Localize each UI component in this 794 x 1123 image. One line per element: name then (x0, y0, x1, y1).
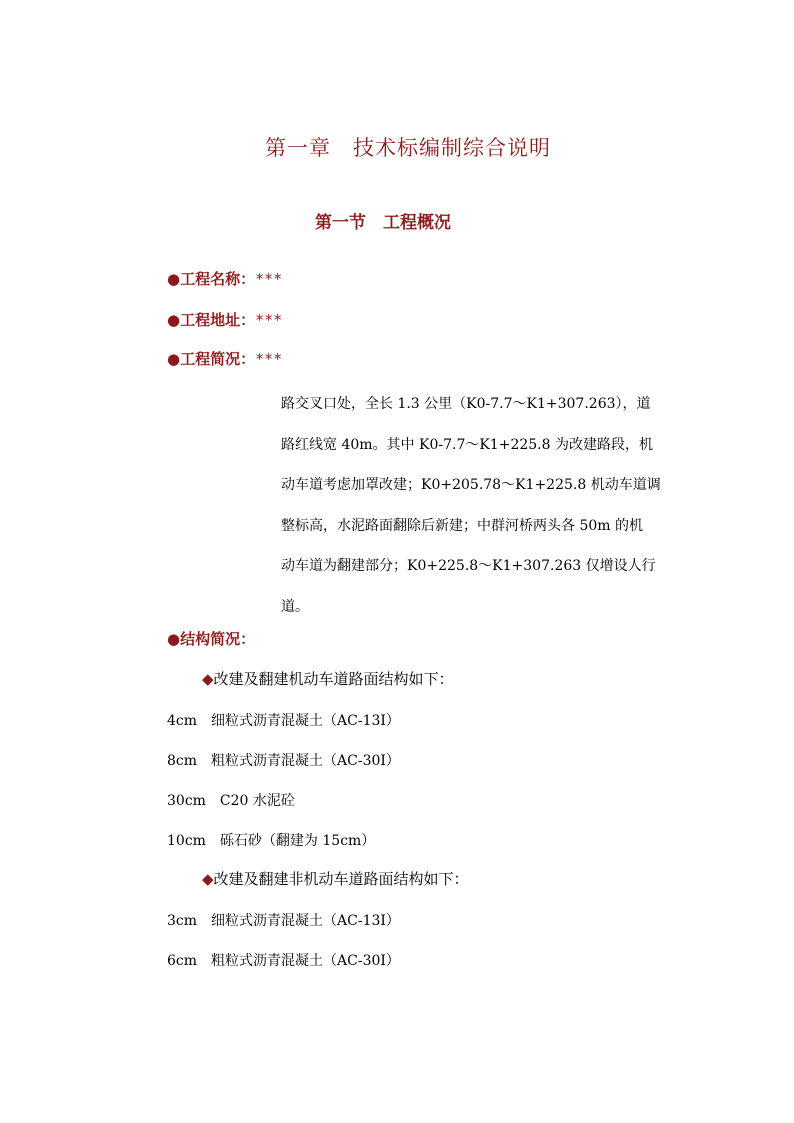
motor-layer: 4cm 细粒式沥青混凝土（AC-13I） (167, 713, 400, 729)
overview-line: 动车道为翻建部分；K0+225.8～K1+307.263 仅增设人行 (281, 558, 656, 574)
nonmotor-heading (202, 868, 469, 889)
project-address-label: 工程地址： (180, 311, 256, 329)
motor-heading (202, 668, 454, 689)
overview-line: 路交叉口处，全长 1.3 公里（K0-7.7～K1+307.263），道 (281, 396, 651, 412)
project-overview-label: 工程简况： (180, 350, 256, 368)
project-name-line (167, 268, 282, 289)
nonmotor-heading-text: 改建及翻建非机动车道路面结构如下： (213, 870, 469, 888)
section-title: 第一节 工程概况 (315, 213, 451, 233)
project-address-line (167, 309, 282, 330)
structure-label: 结构简况： (180, 630, 256, 648)
overview-line: 道。 (281, 598, 309, 615)
bullet-icon: ● (167, 270, 181, 288)
project-name-label: 工程名称： (180, 270, 256, 288)
diamond-icon: ◆ (202, 670, 214, 688)
project-overview-line (167, 348, 282, 369)
bullet-icon: ● (167, 350, 181, 368)
overview-paragraph (281, 384, 674, 627)
project-address-value: *** (255, 311, 283, 329)
overview-line: 路红线宽 40m。其中 K0-7.7～K1+225.8 为改建路段，机 (281, 436, 653, 453)
chapter-title: 第一章 技术标编制综合说明 (265, 136, 551, 160)
motor-heading-text: 改建及翻建机动车道路面结构如下： (213, 670, 454, 688)
bullet-icon: ● (167, 311, 181, 329)
overview-line: 整标高，水泥路面翻除后新建；中群河桥两头各 50m 的机 (281, 517, 643, 534)
diamond-icon: ◆ (202, 870, 214, 888)
motor-layer: 30cm C20 水泥砼 (167, 793, 295, 809)
motor-layer: 10cm 砾石砂（翻建为 15cm） (167, 833, 376, 849)
project-name-value: *** (255, 270, 283, 288)
bullet-icon: ● (167, 630, 181, 648)
nonmotor-layer: 3cm 细粒式沥青混凝土（AC-13I） (167, 913, 400, 929)
overview-line: 动车道考虑加罩改建；K0+205.78～K1+225.8 机动车道调 (281, 477, 661, 493)
structure-line (167, 628, 255, 649)
nonmotor-layer: 6cm 粗粒式沥青混凝土（AC-30I） (167, 953, 400, 969)
motor-layer: 8cm 粗粒式沥青混凝土（AC-30I） (167, 753, 400, 769)
project-overview-value: *** (255, 350, 283, 368)
